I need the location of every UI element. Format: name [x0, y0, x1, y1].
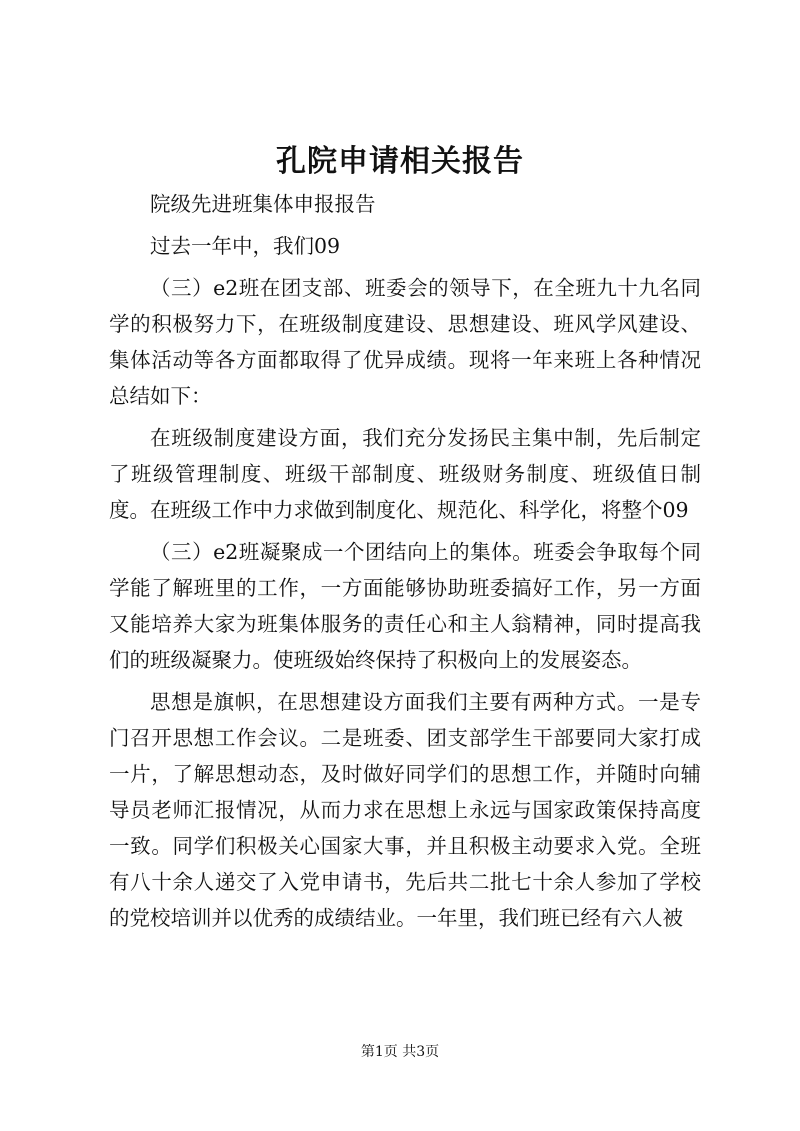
document-body	[109, 186, 701, 936]
document-title: 孔院申请相关报告	[276, 144, 524, 179]
paragraph-ideology: 思想是旗帜，在思想建设方面我们主要有两种方式。一是专门召开思想工作会议。二是班委、团支部学生干部要同大家打成一片，了解思想动态，及时做好同学们的思想工作，并随时向辅导员老师汇报情况，从而力求在思想上永远与国家政策保持高度一致。同学们积极关心国家大事，并且积极主动要求入党。全班有八十余人递交了入党申请书，先后共二批七十余人参加了学校的党校培训并以优秀的成绩结业。一年里，我们班已经有六人被	[109, 690, 701, 930]
paragraph-subtitle: 院级先进班集体申报报告	[150, 192, 376, 216]
paragraph-cohesion: （三）e2班凝聚成一个团结向上的集体。班委会争取每个同学能了解班里的工作，一方面能够协助班委搞好工作，另一方面又能培养大家为班集体服务的责任心和主人翁精神，同时提高我们的班级凝聚力。使班级始终保持了积极向上的发展姿态。	[109, 540, 701, 672]
page-indicator: 第1页 共3页	[360, 1044, 440, 1060]
paragraph-intro: 过去一年中，我们09	[150, 234, 341, 258]
paragraph-system-building: 在班级制度建设方面，我们充分发扬民主集中制，先后制定了班级管理制度、班级干部制度、班级财务制度、班级值日制度。在班级工作中力求做到制度化、规范化、科学化，将整个09	[109, 426, 701, 522]
paragraph-overview: （三）e2班在团支部、班委会的领导下，在全班九十九名同学的积极努力下，在班级制度建设、思想建设、班风学风建设、集体活动等各方面都取得了优异成绩。现将一年来班上各种情况总结如下：	[109, 276, 701, 408]
